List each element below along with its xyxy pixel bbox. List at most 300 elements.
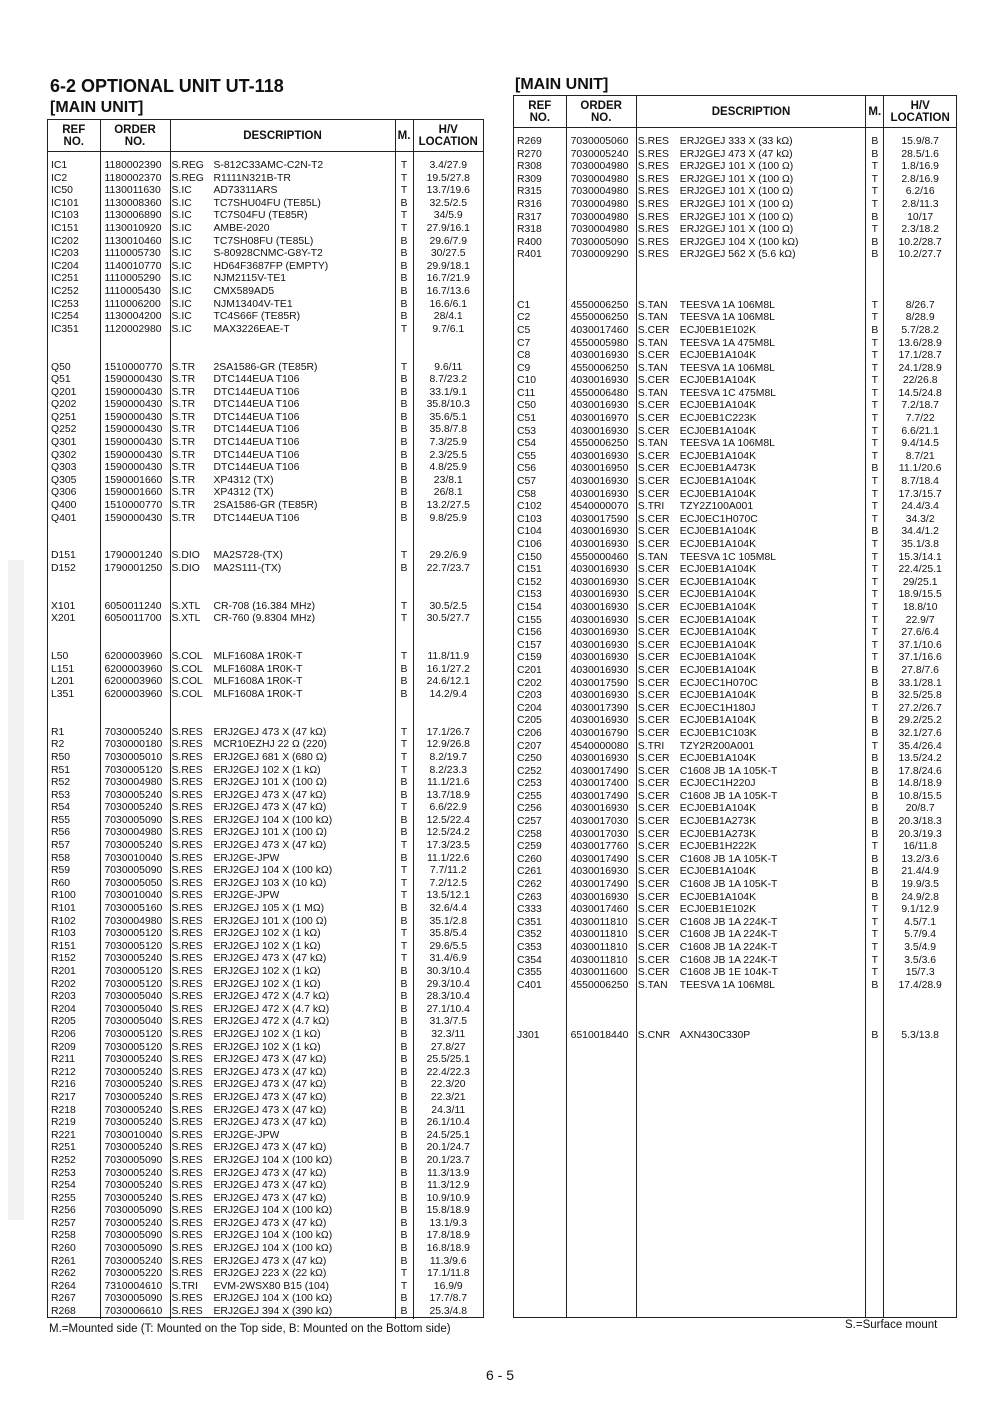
order-no: 7030004980 [566,186,636,199]
description [170,160,395,173]
part-name: ECJ0EB1A104K [679,652,757,664]
part-name: ERJ2GEJ 104 X (100 kΩ) [213,814,333,826]
description [636,388,866,401]
order-no: 4030016930 [566,753,636,766]
part-name: ERJ2GEJ 102 X (1 kΩ) [213,928,321,940]
part-type: S.RES [171,1243,203,1255]
part-name: ERJ2GEJ 104 X (100 kΩ) [213,1205,333,1217]
part-type: S.TR [171,512,196,524]
order-no: 1130004200 [100,311,170,324]
table-row [514,413,956,426]
mounted-side: B [395,198,413,211]
description [636,715,866,728]
order-no: 7030005240 [100,1218,170,1231]
table-row [514,438,956,451]
table-row [48,513,483,526]
hv-location: 22.4/25.1 [898,564,942,576]
part-type: S.CER [637,664,670,676]
order-no: 1180002370 [100,173,170,186]
description [636,904,866,917]
table-row [514,325,956,338]
hv-location: 15.8/18.9 [426,1205,470,1217]
order-no: 4030011810 [566,929,636,942]
part-type: S.TAN [637,299,668,311]
order-no: 4030017460 [566,904,636,917]
part-name: ECJ0EB1C223K [679,413,757,425]
hv-location: 10.8/15.5 [898,790,942,802]
part-name: DTC144EUA T106 [213,374,300,386]
part-type: S.TR [171,437,196,449]
part-name: DTC144EUA T106 [213,512,300,524]
part-type: S.IC [171,311,192,323]
ref-no: C103 [514,514,566,527]
ref-no: IC1 [48,160,100,173]
description [170,1256,395,1269]
hv-location: 11.8/11.9 [427,651,470,663]
order-no: 1590000430 [100,437,170,450]
hv-location: 4.8/25.9 [429,462,468,474]
mounted-side: B [866,678,884,691]
order-no: 4030017490 [566,879,636,892]
order-no: 6200003960 [100,676,170,689]
ref-no: C2 [514,312,566,325]
part-name: ERJ2GEJ 472 X (4.7 kΩ) [213,1016,330,1028]
part-name: ECJ0EB1A104K [679,425,757,437]
part-type: S.RES [171,1054,203,1066]
description [170,1004,395,1017]
table-row [48,1268,483,1281]
part-name: ECJ0EB1A104K [679,753,757,765]
mounted-side: T [866,539,884,552]
order-no: 7030005240 [100,1180,170,1193]
order-no: 4030017460 [566,325,636,338]
table-row [514,363,956,376]
description [170,613,395,626]
hv-location: 11.1/20.6 [898,463,942,475]
table-row [514,904,956,917]
description [636,174,866,187]
part-name: MA2S728-(TX) [213,550,283,562]
table-row [48,689,483,702]
order-no: 4550006480 [566,388,636,401]
part-name: ECJ0EB1A104K [679,350,757,362]
part-name: ERJ2GEJ 102 X (1 kΩ) [213,940,321,952]
hv-location: 35.8/10.3 [426,399,470,411]
hv-location: 27.9/16.1 [426,222,470,234]
part-type: S.RES [171,991,203,1003]
part-type: S.RES [637,173,669,185]
table-row [48,1155,483,1168]
mounted-side: T [395,324,413,337]
part-name: AD73311ARS [213,185,278,197]
order-no: 7030010040 [100,1130,170,1143]
part-name: ECJ0EB1A104K [679,589,757,601]
table-row [48,941,483,954]
table-row [514,854,956,867]
mounted-side: B [395,412,413,425]
table-row [514,753,956,766]
ref-no: R270 [514,149,566,162]
table-row [48,311,483,324]
part-type: S.RES [171,764,203,776]
ref-no: C152 [514,577,566,590]
part-name: MAX3226EAE-T [213,323,290,335]
table-row [514,186,956,199]
hv-location: 16.6/6.1 [429,298,468,310]
table-row [514,678,956,691]
part-name: XP4312 (TX) [213,487,274,499]
hv-location: 17.3/15.7 [898,488,942,500]
order-no: 1790001240 [100,550,170,563]
part-name: DTC144EUA T106 [213,424,300,436]
part-name: ERJ2GEJ 473 X (47 kΩ) [213,1054,327,1066]
order-no: 1510000770 [100,362,170,375]
description [170,865,395,878]
table-row [514,640,956,653]
ref-no: C255 [514,791,566,804]
description [170,1180,395,1193]
description [636,766,866,779]
part-type: S.RES [171,890,203,902]
part-type: S.CER [637,513,670,525]
ref-no: IC254 [48,311,100,324]
order-no: 6200003960 [100,651,170,664]
mounted-side: T [866,942,884,955]
part-name: ERJ2GE-JPW [213,1129,280,1141]
hv-location: 22.3/20 [430,1079,466,1091]
ref-no: C157 [514,640,566,653]
part-name: ECJ0EB1A104K [679,866,757,878]
order-no: 7030005090 [100,1155,170,1168]
part-name: ERJ2GEJ 102 X (1 kΩ) [213,1041,321,1053]
description [636,615,866,628]
mounted-side: T [395,550,413,563]
hv-location: 28/4.1 [433,311,463,323]
part-type: S.IC [171,210,192,222]
ref-no: C102 [514,501,566,514]
mounted-side: T [866,602,884,615]
mounted-side: B [395,1293,413,1306]
table-row [48,1205,483,1218]
description [170,185,395,198]
order-no: 7030000180 [100,739,170,752]
mounted-side: B [395,1142,413,1155]
mounted-side: T [866,640,884,653]
description [636,186,866,199]
hv-location: 16.8/18.9 [426,1243,470,1255]
part-name: 2SA1586-GR (TE85R) [213,500,318,512]
table-row [514,589,956,602]
part-name: MLF1608A 1R0K-T [213,676,303,688]
ref-no: R252 [48,1155,100,1168]
description [170,1029,395,1042]
order-no: 6050011240 [100,601,170,614]
hv-location: 20.3/19.3 [898,828,942,840]
part-name: MCR10EZHJ 22 Ω (220) [213,739,327,751]
hv-location: 24.9/2.8 [901,891,939,903]
order-no: 7030005240 [100,1079,170,1092]
table-row [514,715,956,728]
hv-location: 8/28.9 [905,312,935,324]
hv-location: 24.5/25.1 [426,1129,470,1141]
part-type: S.TR [171,399,196,411]
description [636,678,866,691]
description [636,791,866,804]
part-type: S.DIO [171,550,200,562]
hv-location: 9.4/14.5 [901,438,939,450]
order-no: 1120002980 [100,324,170,337]
ref-no: C57 [514,476,566,489]
order-no: 4550006250 [566,363,636,376]
hv-location: 2.8/11.3 [901,198,939,210]
ref-no: R221 [48,1130,100,1143]
part-name: ERJ2GEJ 104 X (100 kΩ) [213,1243,333,1255]
ref-no: R317 [514,212,566,225]
hv-location: 24.4/3.4 [901,501,939,513]
order-no: 4550006250 [566,300,636,313]
hv-location: 33.1/28.1 [898,677,942,689]
hv-location: 9.6/11 [434,361,463,373]
ref-no: Q51 [48,374,100,387]
table-row [514,149,956,162]
ref-no: R51 [48,765,100,778]
order-no: 1590000430 [100,462,170,475]
part-type: S.IC [171,185,192,197]
description [636,375,866,388]
hv-location: 11.1/22.6 [426,852,470,864]
table-row [514,602,956,615]
part-name: ERJ2GEJ 101 X (100 Ω) [213,827,327,839]
ref-no: C260 [514,854,566,867]
ref-no: C7 [514,338,566,351]
hv-location: 17.8/24.6 [898,765,942,777]
mounted-side: B [395,236,413,249]
description [636,955,866,968]
mounted-side: B [395,991,413,1004]
ref-no: R254 [48,1180,100,1193]
order-no: 7030005120 [100,979,170,992]
mounted-side: B [395,450,413,463]
mounted-side: B [395,903,413,916]
part-name: TZY2Z100A001 [679,501,754,513]
part-name: C1608 JB 1E 104K-T [679,967,778,979]
ref-no: R401 [514,249,566,262]
hv-location: 13.1/9.3 [429,1217,468,1229]
part-type: S.RES [171,1079,203,1091]
part-type: S.CER [637,727,670,739]
part-type: S.TAN [637,337,668,349]
part-type: S.TR [171,449,196,461]
description [636,338,866,351]
mounted-side: B [866,526,884,539]
ref-no: C104 [514,526,566,539]
ref-no: L50 [48,651,100,664]
description [170,790,395,803]
hv-location: 34.4/1.2 [901,526,939,538]
part-name: ECJ0EC1H180J [679,702,756,714]
part-name: CR-708 (16.384 MHz) [213,600,316,612]
ref-no: C53 [514,426,566,439]
hv-location: 35.1/3.8 [901,539,939,550]
ref-no: R209 [48,1042,100,1055]
mounted-side: B [395,1180,413,1193]
hv-location: 24.6/12.1 [426,676,470,688]
mounted-side: B [395,1054,413,1067]
part-name: ERJ2GEJ 472 X (4.7 kΩ) [213,991,330,1003]
part-name: R1111N321B-TR [213,172,291,184]
table-row [48,853,483,866]
mounted-side: B [395,1306,413,1319]
description [170,664,395,677]
description [636,778,866,791]
part-type: S.CER [637,715,670,727]
order-no: 4030016930 [566,589,636,602]
mounted-side: B [866,778,884,791]
ref-no: R216 [48,1079,100,1092]
order-header: ORDER NO. [100,120,170,152]
description [636,476,866,489]
part-type: S.CER [637,425,670,437]
ref-no: R255 [48,1193,100,1206]
description [170,311,395,324]
ref-no: R102 [48,916,100,929]
mounted-side: T [866,438,884,451]
order-no: 4030016970 [566,413,636,426]
m-header: M. [866,96,884,128]
mounted-side: B [395,424,413,437]
description [170,928,395,941]
part-type: S.CER [637,400,670,412]
order-no: 7030005120 [100,1042,170,1055]
order-no: 7030005010 [100,752,170,765]
part-name: ERJ2GEJ 473 X (47 kΩ) [213,1117,327,1129]
table-row [514,879,956,892]
table-row [48,1042,483,1055]
ref-no: C151 [514,564,566,577]
hv-location: 8.2/23.3 [429,764,468,776]
part-name: ECJ0EB1A273K [679,816,757,828]
description [170,739,395,752]
table-row [48,299,483,312]
ref-no: C261 [514,866,566,879]
table-row [48,362,483,375]
order-no: 1510000770 [100,500,170,513]
part-name: ERJ2GEJ 473 X (47 kΩ) [213,1192,327,1204]
description [636,816,866,829]
part-type: S.RES [637,148,669,160]
part-type: S.RES [171,1016,203,1028]
hv-location: 14.8/18.9 [898,778,942,790]
hv-location: 5.7/9.4 [904,929,937,941]
part-name: ECJ0EB1A104K [679,601,757,613]
order-no: 4030016930 [566,715,636,728]
part-type: S.RES [171,940,203,952]
part-type: S.IC [171,260,192,272]
part-type: S.RES [171,777,203,789]
hv-location: 15.3/14.1 [898,551,942,563]
mounted-side: T [395,878,413,891]
part-type: S.TR [171,386,196,398]
mounted-side: B [866,854,884,867]
mounted-side: B [395,1193,413,1206]
order-no: 1130010920 [100,223,170,236]
table-row [48,437,483,450]
part-name: ECJ0EB1A104K [679,564,757,576]
mounted-side: B [866,249,884,262]
order-no: 7030005240 [100,1054,170,1067]
mounted-side: T [866,652,884,665]
order-no: 7030005120 [100,928,170,941]
order-no: 1590001660 [100,475,170,488]
hv-location: 30.5/27.7 [426,613,470,625]
ref-no: R262 [48,1268,100,1281]
order-no: 4030016930 [566,892,636,905]
description [636,514,866,527]
mounted-side: B [395,1168,413,1181]
order-no: 7030005240 [100,1067,170,1080]
description [636,237,866,250]
hv-location: 18.8/10 [902,601,938,613]
mounted-side: T [866,904,884,917]
hv-location: 17.1/11.8 [426,1268,470,1280]
part-name: ECJ0EB1A104K [679,375,757,387]
mounted-side: B [866,237,884,250]
part-type: S.CER [637,828,670,840]
part-type: S.RES [171,840,203,852]
table-row [48,991,483,1004]
part-type: S.IC [171,285,192,297]
part-name: ECJ0EB1A104K [679,576,757,588]
location-header: H/V LOCATION [884,96,956,128]
ref-no: IC103 [48,210,100,223]
mounted-side: B [395,966,413,979]
mounted-side: T [395,173,413,186]
table-row [514,703,956,716]
ref-no: R53 [48,790,100,803]
description [170,236,395,249]
part-type: S.RES [171,852,203,864]
ref-no: C56 [514,463,566,476]
hv-location: 3.4/27.9 [429,160,468,171]
order-no: 7030006610 [100,1306,170,1319]
part-name: DTC144EUA T106 [213,462,300,474]
description [170,1105,395,1118]
part-type: S.RES [171,1167,203,1179]
ref-no: R257 [48,1218,100,1231]
description [636,489,866,502]
mounted-side: B [866,866,884,879]
part-type: S.RES [637,136,669,147]
hv-location: 11.3/9.6 [429,1255,467,1267]
order-no: 4030017760 [566,841,636,854]
part-name: ERJ2GEJ 473 X (47 kΩ) [213,1066,327,1078]
description [636,929,866,942]
hv-location: 35.1/2.8 [429,915,468,927]
order-no: 4030017590 [566,678,636,691]
description [170,1117,395,1130]
part-name: C1608 JB 1A 105K-T [679,853,778,865]
ref-no: C156 [514,627,566,640]
hv-location: 7.7/22 [905,413,935,425]
hv-location: 8.7/21 [905,450,935,462]
part-type: S.RES [171,1117,203,1129]
description [170,1205,395,1218]
description [170,878,395,891]
part-name: NJM2115V-TE1 [213,273,287,285]
part-type: S.RES [171,726,203,738]
ref-no: R267 [48,1293,100,1306]
ref-no: C1 [514,300,566,313]
